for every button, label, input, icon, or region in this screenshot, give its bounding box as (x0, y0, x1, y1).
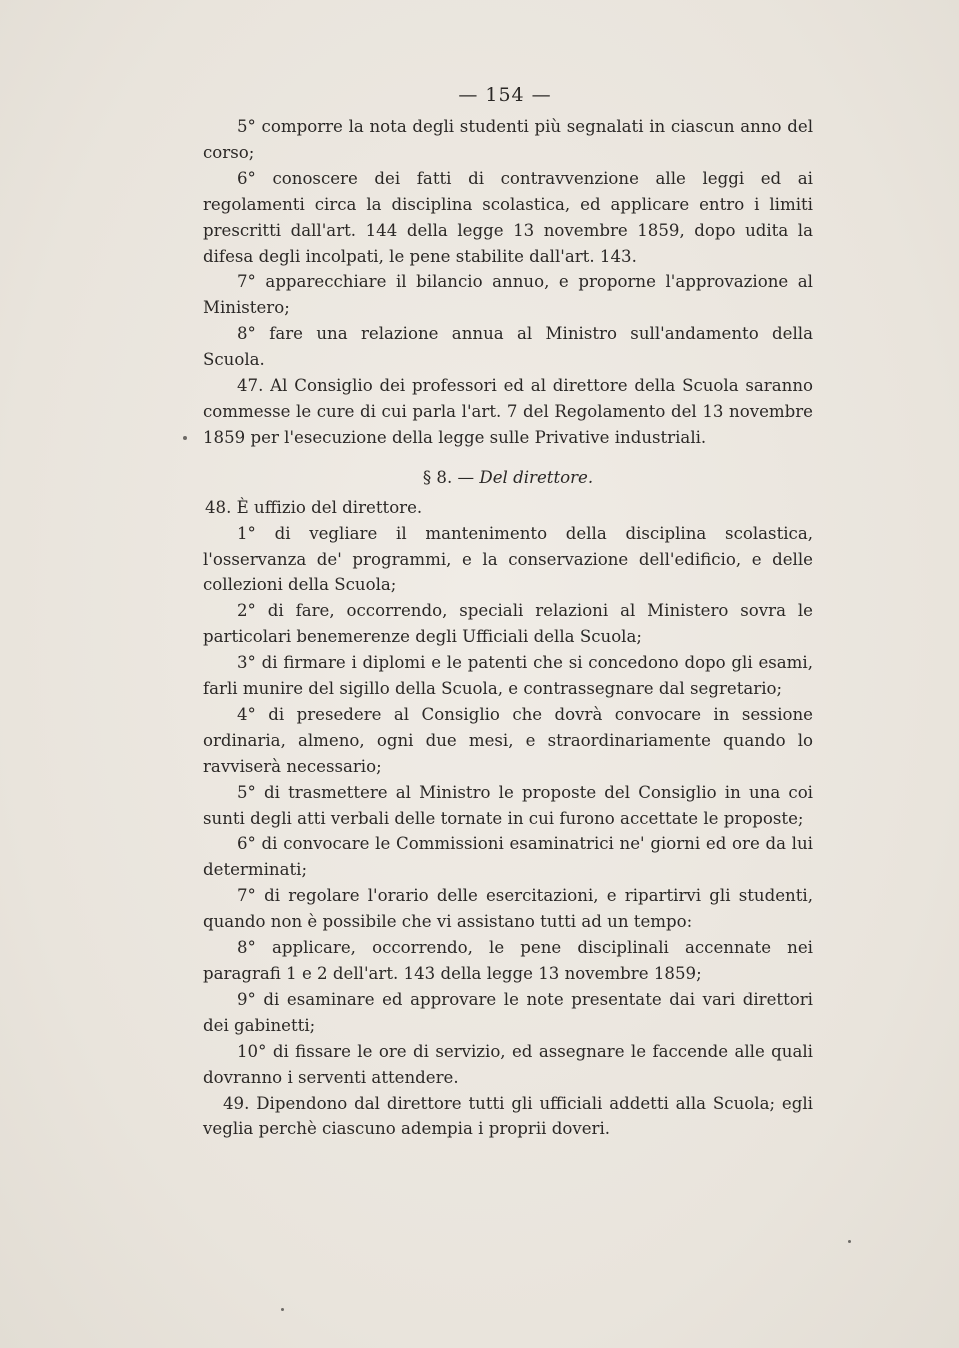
section-title: Del direttore. (479, 467, 594, 487)
section-heading (203, 465, 813, 491)
article-48-item-2: 2° di fare, occorrendo, speciali relazioni al Ministero sovra le particolari benemerenze degli Ufficiali della Scuola; (203, 601, 813, 647)
scan-speck (281, 1308, 284, 1311)
article-48-item-5: 5° di trasmettere al Ministro le proposte del Consiglio in una coi sunti degli atti verbali delle tornate in cui furono accettate le proposte; (203, 782, 813, 828)
scan-speck (848, 1240, 851, 1243)
body-text (203, 114, 813, 1142)
article-48-item-7: 7° di regolare l'orario delle esercitazioni, e ripartirvi gli studenti, quando non è possibile che vi assistano tutti ad un tempo: (203, 886, 813, 932)
page-number: — 154 — (458, 84, 552, 106)
article-48-item-3: 3° di firmare i diplomi e le patenti che si concedono dopo gli esami, farli munire del sigillo della Scuola, e contrassegnare dal segretario; (203, 653, 813, 699)
paragraph-item-7: 7° apparecchiare il bilancio annuo, e proporne l'approvazione al Ministero; (203, 272, 813, 318)
article-48-intro: 48. È uffizio del direttore. (205, 497, 423, 517)
article-48-item-4: 4° di presedere al Consiglio che dovrà convocare in sessione ordinaria, almeno, ogni due mesi, e straordinariamente quando lo ravviserà necessario; (203, 704, 813, 776)
article-48-item-9: 9° di esaminare ed approvare le note presentate dai vari direttori dei gabinetti; (203, 989, 813, 1035)
section-number: § 8. — (422, 467, 475, 487)
article-48-item-8: 8° applicare, occorrendo, le pene disciplinali accennate nei paragrafi 1 e 2 dell'art. 143 della legge 13 novembre 1859; (203, 938, 813, 983)
article-49: 49. Dipendono dal direttore tutti gli ufficiali addetti alla Scuola; egli veglia perchè ciascuno adempia i proprii doveri. (203, 1093, 813, 1139)
scan-speck (183, 436, 187, 440)
paragraph-item-6: 6° conoscere dei fatti di contravvenzione alle leggi ed ai regolamenti circa la disciplina scolastica, ed applicare entro i limiti prescritti dall'art. 144 della legge 13 novembre 1859, dopo udita la difesa degli incolpati, le pene stabilite dall'art. 143. (203, 168, 813, 266)
paragraph-item-8: 8° fare una relazione annua al Ministro sull'andamento della Scuola. (203, 324, 813, 370)
article-48-item-1: 1° di vegliare il mantenimento della disciplina scolastica, l'osservanza de' programmi, e la conservazione dell'edificio, e delle collezioni della Scuola; (203, 523, 813, 595)
article-47: 47. Al Consiglio dei professori ed al direttore della Scuola saranno commesse le cure di cui parla l'art. 7 del Regolamento del 13 novembre 1859 per l'esecuzione della legge sulle Privative industriali. (203, 376, 813, 447)
article-48-item-6: 6° di convocare le Commissioni esaminatrici ne' giorni ed ore da lui determinati; (203, 834, 813, 880)
article-48-item-10: 10° di fissare le ore di servizio, ed assegnare le faccende alle quali dovranno i serventi attendere. (203, 1041, 813, 1087)
paragraph-item-5: 5° comporre la nota degli studenti più segnalati in ciascun anno del corso; (203, 117, 813, 162)
